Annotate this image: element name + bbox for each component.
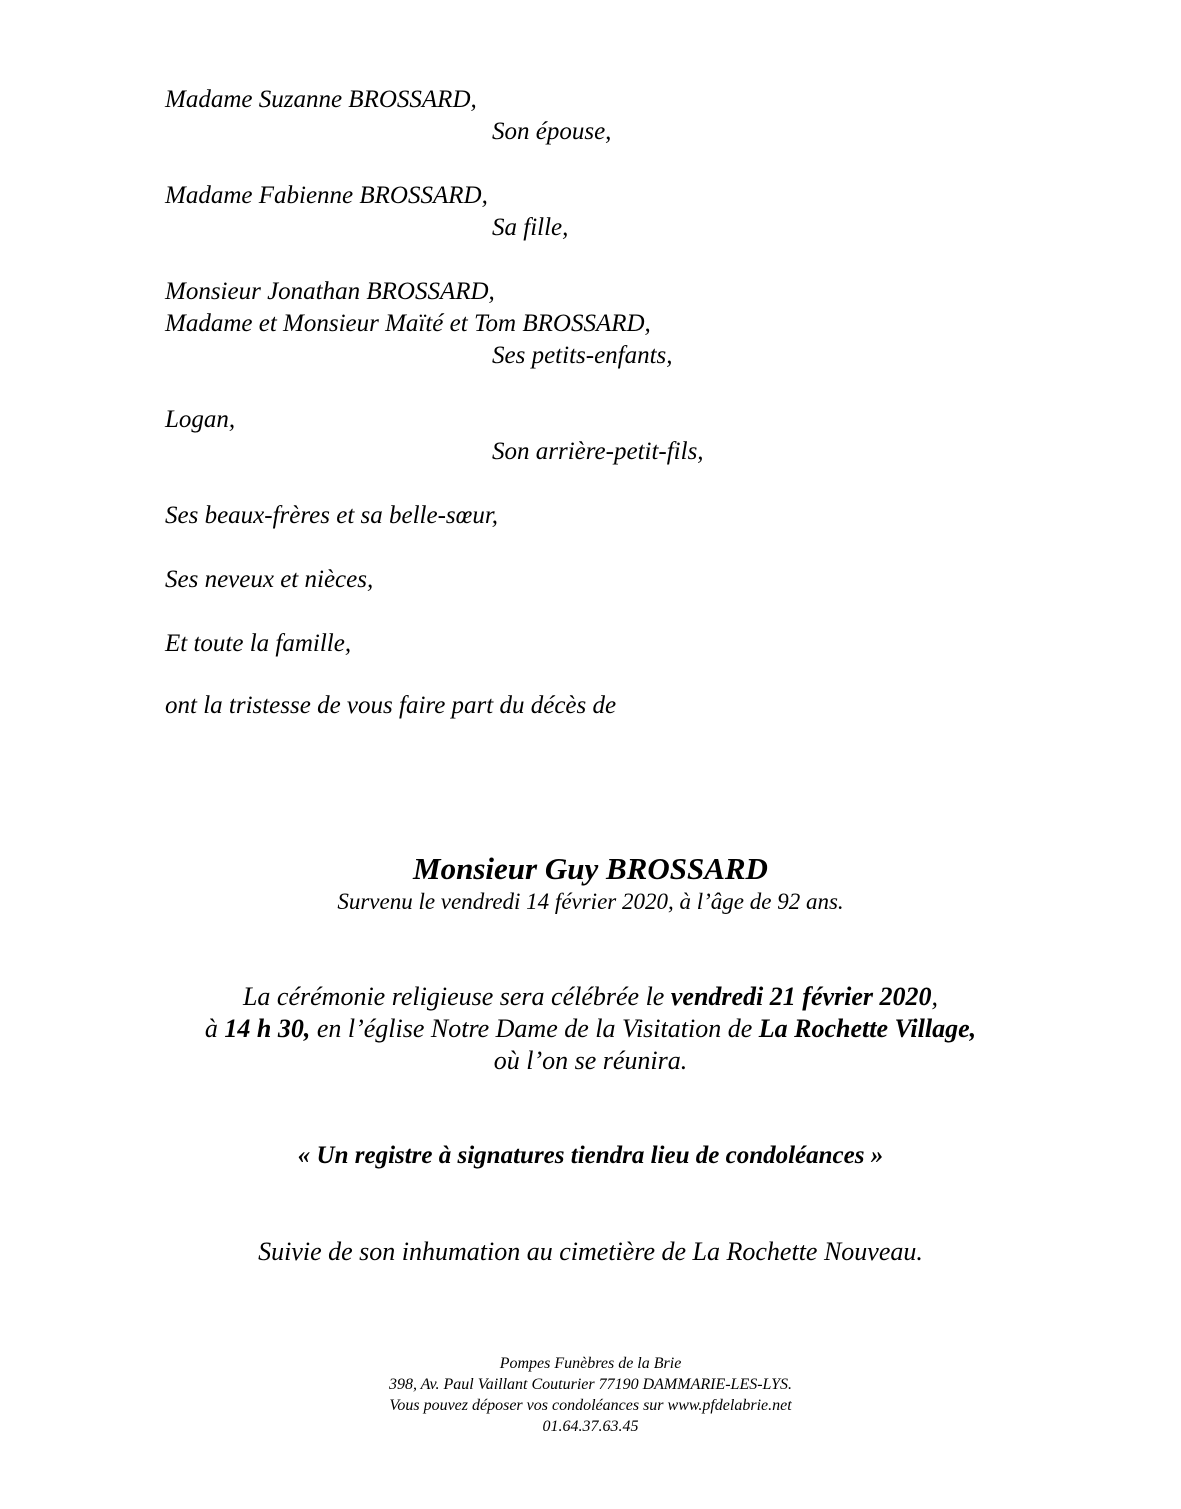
in-laws-line: Ses beaux-frères et sa belle-sœur, (165, 502, 499, 529)
ceremony-date-comma: , (931, 982, 939, 1011)
deceased-name: Monsieur Guy BROSSARD (413, 851, 768, 886)
ceremony-date: vendredi 21 février 2020 (670, 982, 932, 1011)
footer-company: Pompes Funèbres de la Brie (499, 1355, 682, 1372)
ceremony-intro: La cérémonie religieuse sera célébrée le (242, 982, 671, 1011)
announcement-line: ont la tristesse de vous faire part du décès de (165, 692, 617, 719)
ceremony-church: en l’église Notre Dame de la Visitation de (310, 1014, 759, 1043)
great-grandchild-relation: Son arrière-petit-fils, (492, 438, 704, 465)
footer-website-note: Vous pouvez déposer vos condoléances sur www.pfdelabrie.net (389, 1397, 792, 1414)
burial-note: Suivie de son inhumation au cimetière de La Rochette Nouveau. (258, 1237, 923, 1266)
ceremony-line-2 (0, 1013, 1181, 1045)
grandchild-name-1: Monsieur Jonathan BROSSARD, (165, 278, 495, 305)
grandchildren-relation: Ses petits-enfants, (492, 342, 673, 369)
ceremony-line-1 (0, 981, 1181, 1013)
whole-family-line: Et toute la famille, (165, 630, 352, 657)
death-info: Survenu le vendredi 14 février 2020, à l’âge de 92 ans. (337, 889, 844, 914)
registry-note: « Un registre à signatures tiendra lieu de condoléances » (297, 1142, 884, 1169)
spouse-relation: Son épouse, (492, 118, 612, 145)
footer-phone: 01.64.37.63.45 (542, 1418, 639, 1435)
ceremony-line-3: où l’on se réunira. (493, 1046, 688, 1075)
nephews-nieces-line: Ses neveux et nièces, (165, 566, 374, 593)
ceremony-time: 14 h 30, (224, 1014, 311, 1043)
daughter-name: Madame Fabienne BROSSARD, (165, 182, 488, 209)
spouse-name: Madame Suzanne BROSSARD, (165, 86, 477, 113)
footer-address: 398, Av. Paul Vaillant Couturier 77190 DAMMARIE-LES-LYS. (388, 1376, 793, 1393)
daughter-relation: Sa fille, (492, 214, 569, 241)
grandchild-name-2: Madame et Monsieur Maïté et Tom BROSSARD, (165, 310, 651, 337)
ceremony-at: à (204, 1014, 225, 1043)
great-grandchild-name: Logan, (165, 406, 236, 433)
ceremony-place: La Rochette Village, (758, 1014, 977, 1043)
